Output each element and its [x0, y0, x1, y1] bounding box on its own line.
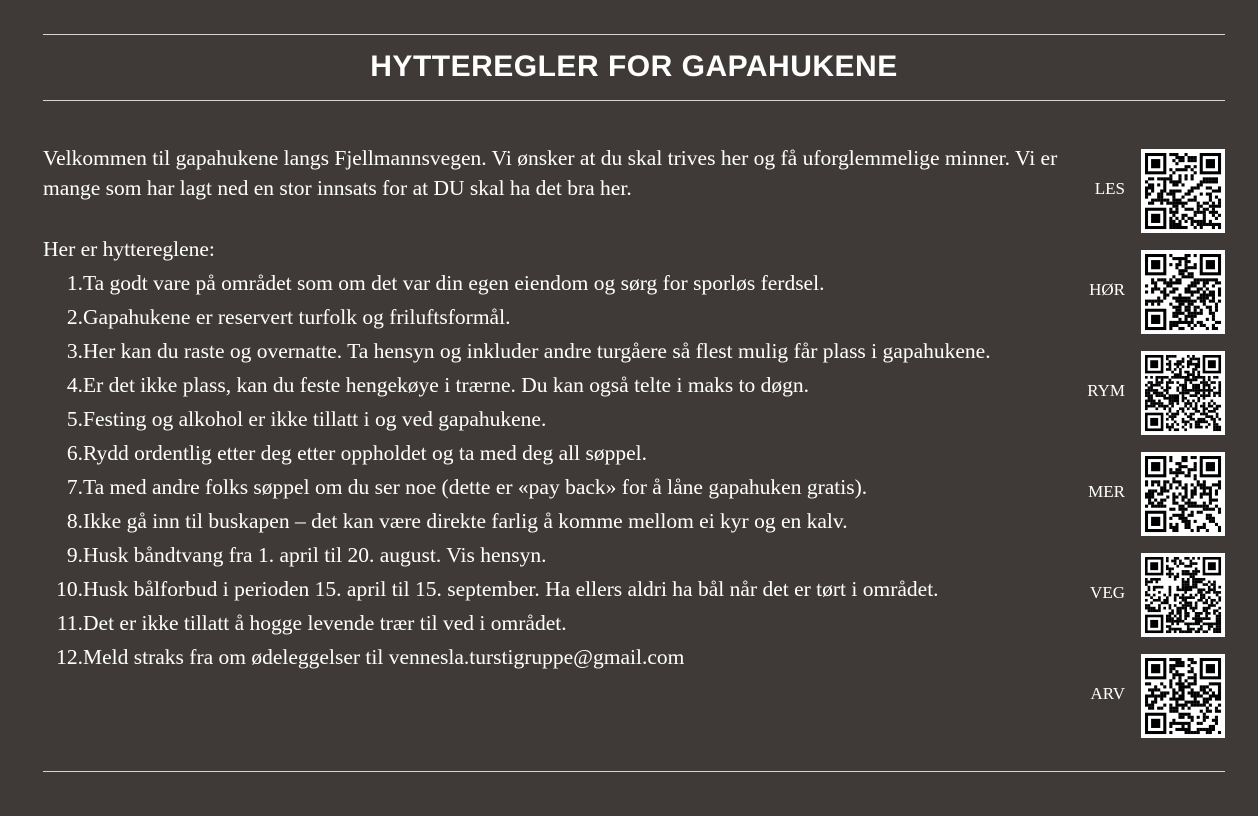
rule-text: Her kan du raste og overnatte. Ta hensyn og inkluder andre turgåere så flest mulig får plass i gapahukene. [83, 339, 991, 363]
qr-label: RYM [1087, 381, 1125, 400]
rule-text: Ikke gå inn til buskapen – det kan være direkte farlig å komme mellom ei kyr og en kalv. [83, 509, 848, 533]
qr-code-icon[interactable] [1141, 553, 1225, 637]
rule-text: Gapahukene er reservert turfolk og friluftsformål. [83, 305, 511, 329]
rule-item [43, 574, 1043, 604]
rule-item [43, 336, 1043, 366]
rule-item [43, 472, 1043, 502]
rule-item [43, 642, 1043, 672]
page-title: HYTTEREGLER FOR GAPAHUKENE [370, 50, 898, 83]
title-divider [43, 100, 1225, 101]
rule-item [43, 302, 1043, 332]
rule-item [43, 404, 1043, 434]
qr-code-icon[interactable] [1141, 250, 1225, 334]
rule-text: Husk båndtvang fra 1. april til 20. august. Vis hensyn. [83, 543, 547, 567]
qr-les [1060, 149, 1225, 233]
rule-number: 6. [66, 441, 83, 465]
intro-paragraph: Velkommen til gapahukene langs Fjellmannsvegen. Vi ønsker at du skal trives her og få uforglemmelige minner. Vi er mange som har lagt ned en stor innsats for at DU skal ha det bra her. [43, 146, 1058, 200]
rule-text: Meld straks fra om ødeleggelser til vennesla.turstigruppe@gmail.com [83, 645, 685, 669]
rule-item [43, 438, 1043, 468]
rule-number: 11. [56, 611, 83, 635]
rule-item [43, 268, 1043, 298]
rule-number: 3. [66, 339, 83, 363]
qr-code-icon[interactable] [1141, 654, 1225, 738]
rule-text: Husk bålforbud i perioden 15. april til 15. september. Ha ellers aldri ha bål når det er tørt i området. [83, 577, 939, 601]
rule-text: Rydd ordentlig etter deg etter oppholdet og ta med deg all søppel. [83, 441, 647, 465]
rule-text: Det er ikke tillatt å hogge levende trær til ved i området. [83, 611, 567, 635]
qr-veg [1060, 553, 1225, 637]
qr-code-icon[interactable] [1141, 351, 1225, 435]
rule-item [43, 370, 1043, 400]
rule-number: 2. [66, 305, 83, 329]
qr-arv [1060, 654, 1225, 738]
qr-label: VEG [1090, 583, 1125, 602]
rule-text: Ta godt vare på området som om det var din egen eiendom og sørg for sporløs ferdsel. [83, 271, 825, 295]
rule-number: 12. [56, 645, 83, 669]
rule-item [43, 608, 1043, 638]
rule-text: Ta med andre folks søppel om du ser noe (dette er «pay back» for å låne gapahuken gratis). [83, 475, 868, 499]
rule-number: 9. [66, 543, 83, 567]
rule-number: 10. [56, 577, 83, 601]
rule-number: 8. [66, 509, 83, 533]
rules-list [43, 268, 1043, 676]
rule-item [43, 506, 1043, 536]
qr-code-icon[interactable] [1141, 452, 1225, 536]
qr-label: ARV [1090, 684, 1125, 703]
qr-hor [1060, 250, 1225, 334]
rule-number: 7. [66, 475, 83, 499]
rule-text: Festing og alkohol er ikke tillatt i og ved gapahukene. [83, 407, 547, 431]
qr-rym [1060, 351, 1225, 435]
qr-label: LES [1094, 179, 1125, 198]
rule-text: Er det ikke plass, kan du feste hengekøye i trærne. Du kan også telte i maks to døgn. [83, 373, 810, 397]
top-divider [43, 34, 1225, 35]
qr-label: HØR [1089, 280, 1125, 299]
rules-heading: Her er hyttereglene: [43, 237, 215, 261]
rule-number: 5. [66, 407, 83, 431]
qr-code-icon[interactable] [1141, 149, 1225, 233]
qr-mer [1060, 452, 1225, 536]
rule-number: 4. [66, 373, 83, 397]
rule-item [43, 540, 1043, 570]
bottom-divider [43, 771, 1225, 772]
qr-label: MER [1088, 482, 1125, 501]
rule-number: 1. [66, 271, 83, 295]
